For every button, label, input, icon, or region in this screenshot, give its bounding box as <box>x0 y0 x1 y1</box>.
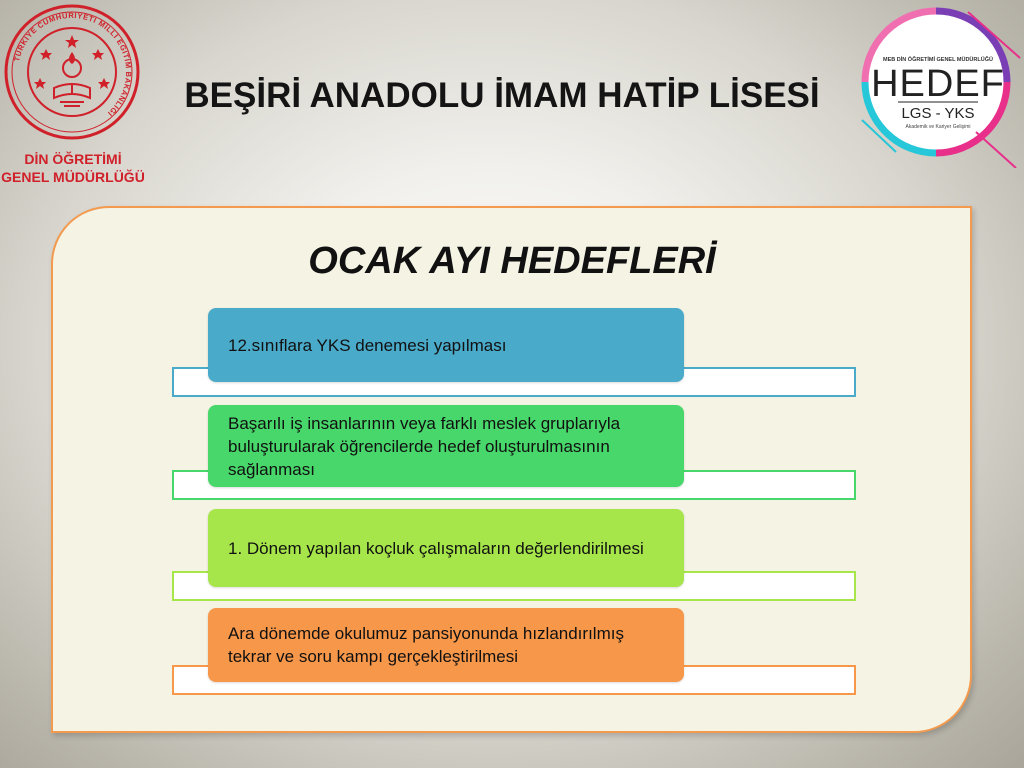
goal-card-3 <box>208 509 684 587</box>
hedef-tagline: Akademik ve Kariyer Gelişimi <box>905 124 971 130</box>
meb-caption <box>0 150 146 186</box>
goal-text-4: Ara dönemde okulumuz pansiyonunda hızlandırılmış tekrar ve soru kampı gerçekleştirilmesi <box>228 624 624 666</box>
goal-text-3: 1. Dönem yapılan koçluk çalışmaların değerlendirilmesi <box>228 538 644 558</box>
hedef-top-text: MEB DİN ÖĞRETİMİ GENEL MÜDÜRLÜĞÜ <box>883 57 993 63</box>
goal-text-1: 12.sınıflara YKS denemesi yapılması <box>228 335 507 355</box>
panel-title: OCAK AYI HEDEFLERİ <box>308 240 716 282</box>
hedef-logo-icon <box>856 2 1022 168</box>
meb-caption-line1: DİN ÖĞRETİMİ <box>24 151 122 167</box>
goal-text-2: Başarılı iş insanlarının veya farklı meslek gruplarıyla buluşturularak öğrencilerde hedef oluşturulmasının sağlanması <box>228 413 621 479</box>
goal-card-2 <box>208 405 684 487</box>
hedef-sub-text: LGS - YKS <box>901 105 975 122</box>
meb-emblem-icon <box>2 2 142 142</box>
meb-caption-line2: GENEL MÜDÜRLÜĞÜ <box>1 169 145 185</box>
goal-card-4 <box>208 608 684 682</box>
hedef-main-text: HEDEF <box>871 63 1005 105</box>
goal-card-1 <box>208 308 684 382</box>
meb-ring-text: TÜRKİYE CUMHURİYETİ MİLLİ EĞİTİM BAKANLIĞI <box>12 10 134 119</box>
school-title: BEŞİRİ ANADOLU İMAM HATİP LİSESİ <box>184 76 820 115</box>
